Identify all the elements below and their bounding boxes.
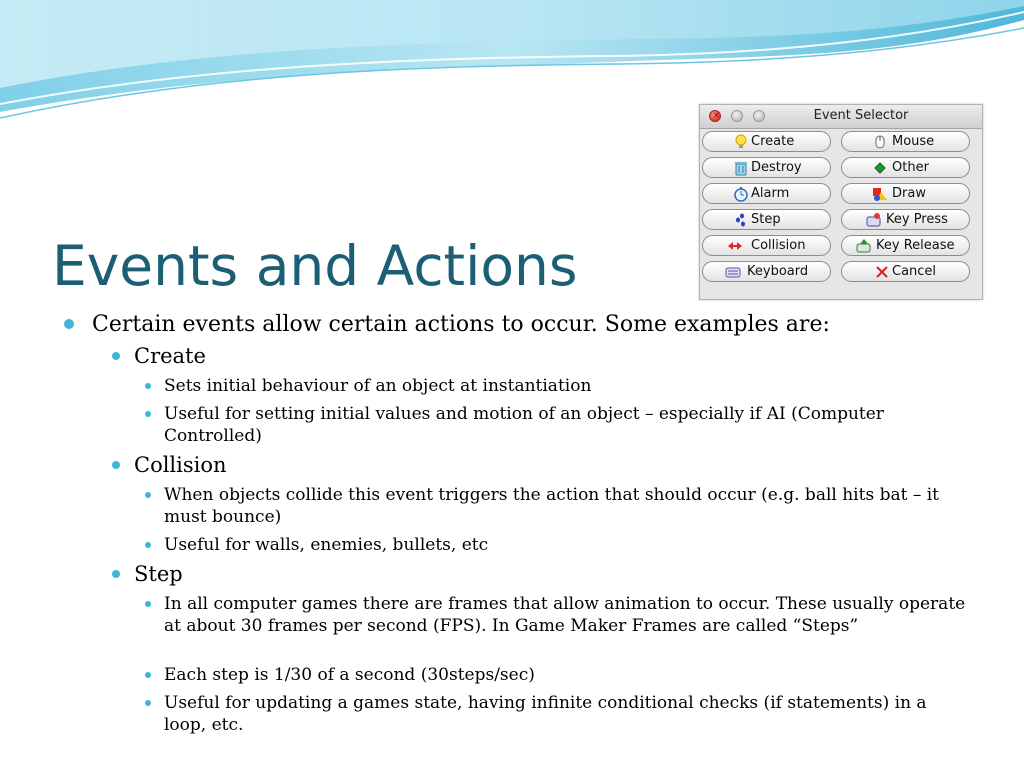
create-heading: Create	[134, 344, 206, 368]
button-label: Key Release	[876, 238, 955, 253]
collision-point-2: Useful for walls, enemies, bullets, etc	[164, 535, 489, 555]
bullet-icon	[145, 542, 151, 548]
step-event-button[interactable]	[702, 209, 831, 230]
event-button-grid	[700, 129, 982, 299]
intro-text: Certain events allow certain actions to occur. Some examples are:	[92, 312, 830, 337]
button-label: Destroy	[751, 160, 802, 175]
step-point-2: Each step is 1/30 of a second (30steps/sec)	[164, 665, 535, 685]
alarm-event-button[interactable]	[702, 183, 831, 204]
window-title: Event Selector	[813, 108, 909, 123]
cancel-button[interactable]	[841, 261, 970, 282]
red-x-icon	[874, 264, 890, 280]
step-point-3: Useful for updating a games state, having infinite conditional checks (if statements) in a loop, etc.	[164, 693, 927, 735]
lightbulb-icon	[733, 134, 749, 150]
bullet-icon	[145, 383, 151, 389]
button-label: Collision	[751, 238, 806, 253]
button-label: Keyboard	[747, 264, 809, 279]
bullet-icon	[145, 672, 151, 678]
bullet-icon	[112, 461, 120, 469]
close-icon: ✕	[713, 111, 720, 120]
shapes-icon	[872, 186, 888, 202]
button-label: Mouse	[892, 134, 935, 149]
keyrelease-icon	[856, 238, 872, 254]
bullet-icon	[64, 319, 74, 329]
create-point-1: Sets initial behaviour of an object at instantiation	[164, 376, 592, 396]
button-label: Alarm	[751, 186, 790, 201]
collision-heading: Collision	[134, 453, 227, 477]
other-event-button[interactable]	[841, 157, 970, 178]
collision-point-1: When objects collide this event triggers the action that should occur (e.g. ball hits bat – it must bounce)	[164, 485, 940, 527]
slide-title: Events and Actions	[52, 234, 578, 298]
button-label: Key Press	[886, 212, 948, 227]
button-label: Create	[751, 134, 795, 149]
key-release-event-button[interactable]	[841, 235, 970, 256]
mouse-event-button[interactable]	[841, 131, 970, 152]
bullet-icon	[145, 601, 151, 607]
keypress-icon	[866, 212, 882, 228]
keyboard-event-button[interactable]	[702, 261, 831, 282]
keyboard-icon	[725, 264, 741, 280]
step-heading: Step	[134, 562, 183, 586]
event-selector-window	[699, 104, 983, 300]
destroy-event-button[interactable]	[702, 157, 831, 178]
key-press-event-button[interactable]	[841, 209, 970, 230]
bullet-icon	[145, 492, 151, 498]
button-label: Cancel	[892, 264, 937, 279]
bullet-icon	[112, 570, 120, 578]
bullet-icon	[145, 700, 151, 706]
mouse-icon	[872, 134, 888, 150]
create-point-2: Useful for setting initial values and motion of an object – especially if AI (Computer Controlled)	[164, 404, 884, 446]
collision-event-button[interactable]	[702, 235, 831, 256]
footsteps-icon	[733, 212, 749, 228]
button-label: Step	[751, 212, 781, 227]
stopwatch-icon	[733, 186, 749, 202]
create-event-button[interactable]	[702, 131, 831, 152]
collision-arrows-icon	[727, 238, 743, 254]
button-label: Draw	[892, 186, 926, 201]
green-diamond-icon	[872, 160, 888, 176]
bullet-icon	[145, 411, 151, 417]
window-titlebar[interactable]	[700, 105, 982, 129]
trash-icon	[733, 160, 749, 176]
step-point-1: In all computer games there are frames that allow animation to occur. These usually operate at about 30 frames per second (FPS). In Game Maker Frames are called “Steps”	[164, 594, 966, 636]
button-label: Other	[892, 160, 929, 175]
bullet-icon	[112, 352, 120, 360]
draw-event-button[interactable]	[841, 183, 970, 204]
